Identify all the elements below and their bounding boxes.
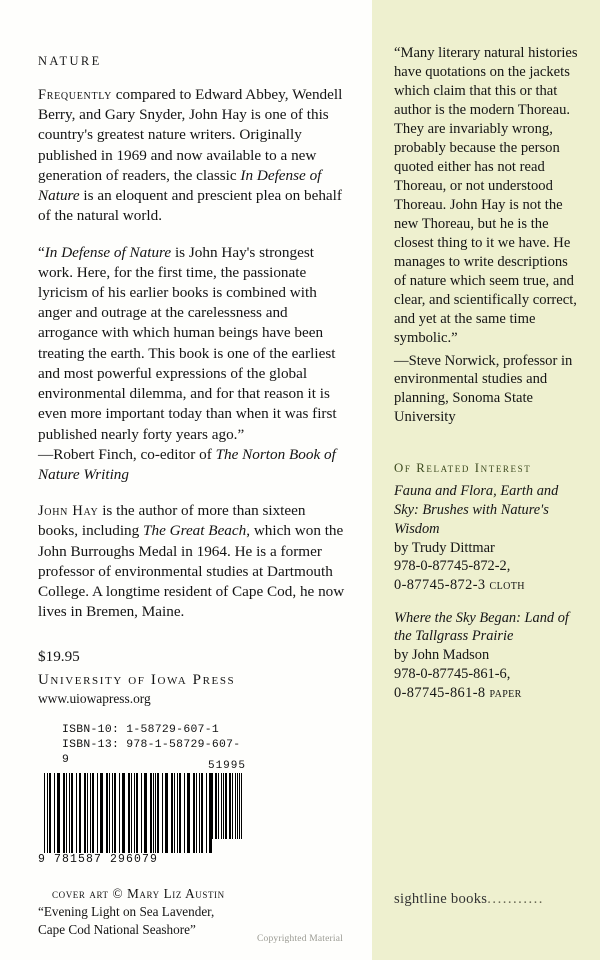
review-attribution-title: The Norton Book of Nature Writing bbox=[38, 445, 336, 483]
isbn10-line bbox=[62, 723, 246, 738]
author-name: John Hay bbox=[38, 503, 99, 520]
sidebar-blurb: “Many literary natural histories have quotations on the jackets which claim that this or that author is the modern Thoreau. They are invariably wrong, probably because the person quoted either has not read Thoreau, or not understood Thoreau. John Hay is not the new Thoreau, but he is the closest thing to it we have. He manages to write descriptions of nature which seem true, and clear, and scientifically correct, and yet at the same time symbolic.” bbox=[394, 45, 578, 346]
isbn13-label: ISBN-13: bbox=[62, 739, 120, 752]
description-text-end: is an eloquent and prescient plea on behalf of the natural world. bbox=[38, 187, 342, 225]
related-book-2-isbn2: 0-87745-861-8 paper bbox=[394, 684, 522, 701]
review-attribution-pre: —Robert Finch, co-editor of bbox=[38, 445, 216, 463]
review-body: is John Hay's strongest work. Here, for the first time, the passionate lyricism of his earlier books is combined with anger and outrage at the carelessness and arrogance with which human beings have been treating the earth. This book is one of the earliest and most powerful expressions of the global environmental dilemma, and for that reason it is even more important today than when it was first published nearly forty years ago.” bbox=[38, 243, 337, 443]
isbn10-value: 1-58729-607-1 bbox=[126, 724, 219, 737]
related-book-1-title: Fauna and Flora, Earth and Sky: Brushes with Nature's Wisdom bbox=[394, 483, 559, 537]
barcode-addon-bars bbox=[210, 773, 244, 839]
sidebar-blurb-attribution: —Steve Norwick, professor in environmental studies and planning, Sonoma State University bbox=[394, 352, 573, 426]
review-quote bbox=[38, 243, 346, 486]
related-book-1-isbn1: 978-0-87745-872-2, bbox=[394, 558, 511, 575]
related-book-2[interactable] bbox=[394, 609, 578, 703]
bio-part-2: , which won the John Burroughs Medal in 1964. He is a former professor of environmental studies at Dartmouth College. A longtime resident of Cape Cod, he now lives in Bremen, Maine. bbox=[38, 522, 345, 621]
description-paragraph bbox=[38, 85, 346, 227]
bio-book-title: The Great Beach bbox=[143, 522, 247, 540]
cover-credit-artist: cover art © Mary Liz Austin bbox=[52, 885, 225, 901]
quote-open: “ bbox=[38, 243, 45, 261]
bio-part-1: is the author of more than sixteen books, including bbox=[38, 502, 306, 540]
barcode-bars bbox=[44, 773, 212, 853]
barcode-number: 9 781587 296079 bbox=[38, 852, 159, 866]
cover-credit-title-line2: Cape Cod National Seashore” bbox=[38, 921, 196, 937]
barcode-addon-number: 51995 bbox=[207, 759, 246, 772]
description-book-title: In Defense of Nature bbox=[38, 166, 322, 205]
related-book-2-title: Where the Sky Began: Land of the Tallgrass Prairie bbox=[394, 609, 569, 645]
isbn10-label: ISBN-10: bbox=[62, 724, 120, 737]
related-book-2-author: by John Madson bbox=[394, 647, 490, 664]
price: $19.95 bbox=[38, 648, 80, 666]
imprint-logo bbox=[394, 891, 544, 908]
imprint-dots: ........... bbox=[487, 891, 544, 907]
publisher-website[interactable]: www.uiowapress.org bbox=[38, 691, 151, 707]
related-book-1[interactable] bbox=[394, 482, 578, 594]
barcode-block bbox=[38, 723, 246, 864]
cover-credit-title-line1: “Evening Light on Sea Lavender, bbox=[38, 903, 215, 919]
description-text: compared to Edward Abbey, Wendell Berry, and Gary Snyder, John Hay is one of this country's greatest nature writers. Originally published in 1969 and now available to a new generation of readers, the classic bbox=[38, 86, 343, 184]
related-book-1-author: by Trudy Dittmar bbox=[394, 539, 495, 556]
related-book-1-isbn2: 0-87745-872-3 cloth bbox=[394, 576, 525, 593]
review-book-title: In Defense of Nature bbox=[44, 243, 172, 261]
imprint-name: sightline books bbox=[394, 891, 488, 907]
related-interest-heading: Of Related Interest bbox=[394, 461, 532, 476]
author-bio bbox=[38, 501, 346, 622]
description-lead: Frequently bbox=[38, 87, 112, 103]
publisher-name: University of Iowa Press bbox=[38, 672, 236, 689]
sidebar-panel bbox=[372, 0, 600, 960]
related-book-2-isbn1: 978-0-87745-861-6, bbox=[394, 665, 511, 682]
isbn13-value: 978-1-58729-607-9 bbox=[62, 739, 241, 767]
category-label: NATURE bbox=[38, 54, 102, 68]
cover-credit bbox=[38, 885, 346, 938]
watermark-bottom: Copyrighted Material bbox=[256, 934, 344, 944]
barcode-image bbox=[38, 759, 246, 866]
